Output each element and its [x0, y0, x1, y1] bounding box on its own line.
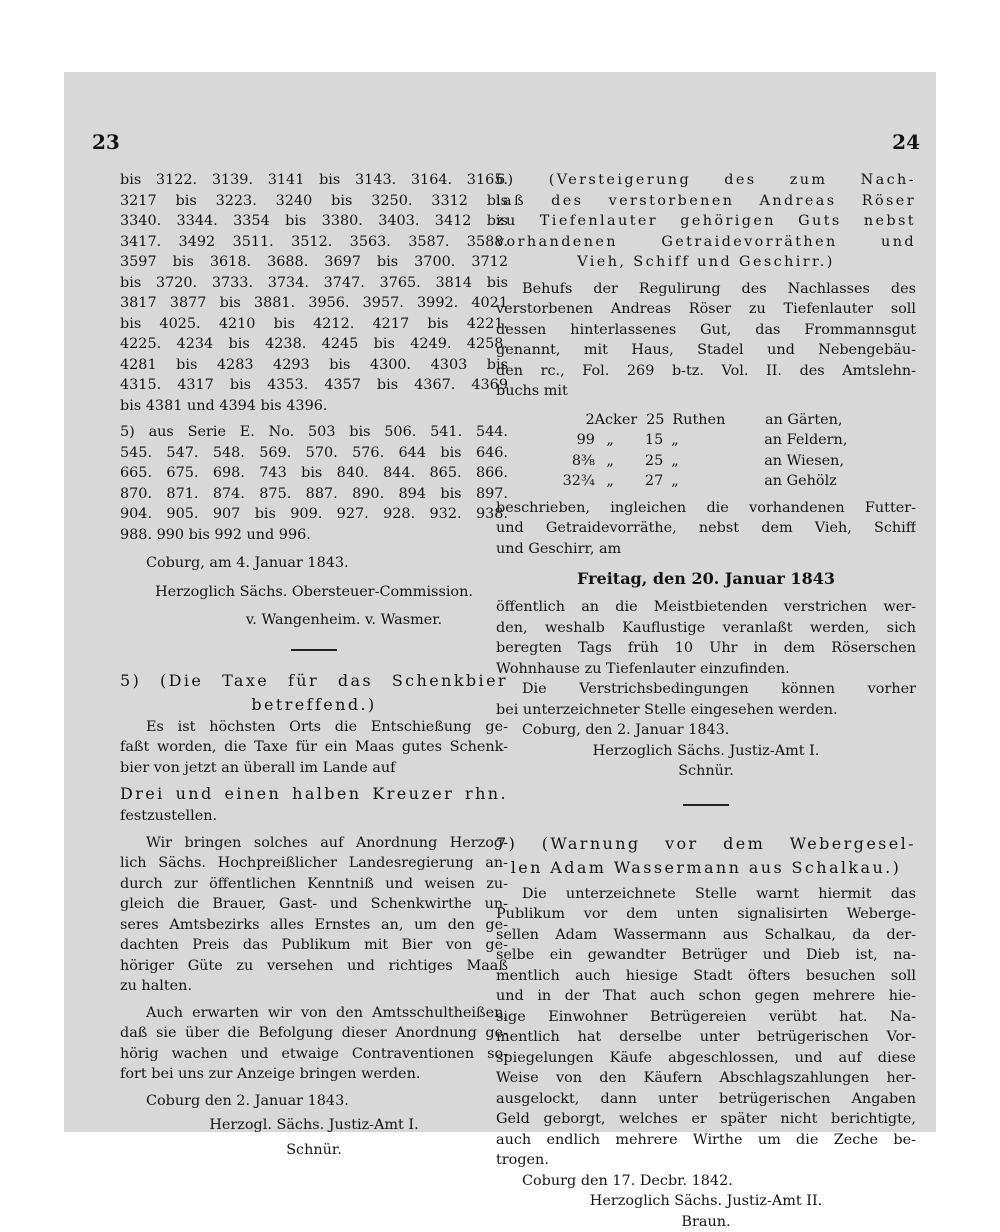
paragraph-line: Behufs der Regulirung des Nachlasses des: [496, 279, 916, 300]
paragraph-line: lich Sächs. Hochpreißlicher Landesregierung an-: [120, 853, 508, 874]
paragraph-line: buchs mit: [496, 381, 916, 402]
paragraph-line: mentlich hat derselbe unter betrügerischen Vor-: [496, 1027, 916, 1048]
date-line: Coburg, den 2. Januar 1843.: [496, 720, 916, 741]
paragraph-line: Die unterzeichnete Stelle warnt hiermit das: [496, 884, 916, 905]
paragraph-line: und Geschirr, am: [496, 539, 916, 560]
signature-line: Schnür.: [496, 761, 916, 782]
number-line: 3217 bis 3223. 3240 bis 3250. 3312 bis: [120, 191, 508, 212]
paragraph-line: auch endlich mehrere Wirthe um die Zeche be-: [496, 1130, 916, 1151]
paragraph-line: beregten Tags früh 10 Uhr in dem Röserschen: [496, 638, 916, 659]
paragraph-line: Wir bringen solches auf Anordnung Herzog-: [120, 833, 508, 854]
notice-title: 5) (Die Taxe für das Schenkbier: [120, 669, 508, 693]
acreage-unit: „: [595, 471, 625, 492]
number-list: [120, 170, 508, 416]
paragraph-line: hörig wachen und etwaige Contraventionen so-: [120, 1044, 508, 1065]
right-column: [496, 170, 916, 1232]
signature-line: Schnür.: [120, 1140, 508, 1161]
paragraph-line: sige Einwohner Betrügereien verübt hat. Na-: [496, 1007, 916, 1028]
paragraph-line: genannt, mit Haus, Stadel und Nebengebäu-: [496, 340, 916, 361]
acreage-unit: Acker: [595, 410, 627, 431]
paragraph-line: Die Verstrichsbedingungen können vorher: [496, 679, 916, 700]
paragraph-line: und Getraidevorräthe, nebst dem Vieh, Schiff: [496, 518, 916, 539]
serie-line: 665. 675. 698. 743 bis 840. 844. 865. 866.: [120, 463, 508, 484]
paragraph-line: trogen.: [496, 1150, 916, 1171]
acreage-unit2: Ruthen: [664, 410, 765, 431]
signature-line: v. Wangenheim. v. Wasmer.: [120, 610, 508, 631]
notice-title: len Adam Wassermann aus Schalkau.): [496, 856, 916, 880]
paragraph-line: seres Amtsbezirks alles Ernstes an, um den ge-: [120, 915, 508, 936]
authority-line: Herzogl. Sächs. Justiz-Amt I.: [120, 1115, 508, 1136]
serie-line: 5) aus Serie E. No. 503 bis 506. 541. 544.: [120, 422, 508, 443]
number-line: 4315. 4317 bis 4353. 4357 bis 4367. 4369: [120, 375, 508, 396]
acreage-unit2: „: [663, 451, 764, 472]
paragraph-line: höriger Güte zu versehen und richtiges Maaß: [120, 956, 508, 977]
number-line: bis 4381 und 4394 bis 4396.: [120, 396, 508, 417]
acreage-sub: 27: [625, 471, 663, 492]
paragraph-line: Publikum vor dem unten signalisirten Weberge-: [496, 904, 916, 925]
acreage-use: an Gärten,: [765, 410, 916, 431]
acreage-unit: „: [595, 430, 625, 451]
number-line: 3597 bis 3618. 3688. 3697 bis 3700. 3712: [120, 252, 508, 273]
number-line: bis 4025. 4210 bis 4212. 4217 bis 4221.: [120, 314, 508, 335]
date-line: Coburg, am 4. Januar 1843.: [120, 553, 508, 574]
emphasized-line: Drei und einen halben Kreuzer rhn.: [120, 782, 508, 806]
authority-line: Herzoglich Sächs. Obersteuer-Commission.: [120, 582, 508, 603]
paragraph-line: Weise von den Käufern Abschlagszahlungen her-: [496, 1068, 916, 1089]
paragraph-line: dachten Preis das Publikum mit Bier von ge-: [120, 935, 508, 956]
paragraph-line: spiegelungen Käufe abgeschlossen, und auf diese: [496, 1048, 916, 1069]
acreage-unit: „: [595, 451, 625, 472]
acreage-num: 8⅜: [538, 451, 595, 472]
acreage-use: an Feldern,: [764, 430, 916, 451]
acreage-unit2: „: [663, 471, 764, 492]
paragraph-line: Auch erwarten wir von den Amtsschultheißen,: [120, 1003, 508, 1024]
paragraph-line: festzustellen.: [120, 806, 508, 827]
serie-line: 988. 990 bis 992 und 996.: [120, 525, 508, 546]
notice-title: 7) (Warnung vor dem Webergesel-: [496, 832, 916, 856]
paragraph-line: fort bei uns zur Anzeige bringen werden.: [120, 1064, 508, 1085]
number-line: 3417. 3492 3511. 3512. 3563. 3587. 3588.: [120, 232, 508, 253]
serie-line: 870. 871. 874. 875. 887. 890. 894 bis 897.: [120, 484, 508, 505]
acreage-sub: 25: [627, 410, 665, 431]
notice-title: vorhandenen Getraidevorräthen und: [496, 232, 916, 253]
acreage-use: an Gehölz: [764, 471, 916, 492]
number-line: 3817 3877 bis 3881. 3956. 3957. 3992. 4021: [120, 293, 508, 314]
authority-line: Herzoglich Sächs. Justiz-Amt II.: [496, 1191, 916, 1212]
left-column: [120, 170, 508, 1160]
acreage-row: [496, 451, 916, 472]
page-number-right: 24: [892, 130, 920, 154]
notice-title: 6) (Versteigerung des zum Nach-: [496, 170, 916, 191]
paragraph-line: den, weshalb Kauflustige veranlaßt werden, sich: [496, 618, 916, 639]
number-line: bis 3720. 3733. 3734. 3747. 3765. 3814 bis: [120, 273, 508, 294]
notice-title: betreffend.): [120, 693, 508, 717]
acreage-sub: 25: [625, 451, 663, 472]
section-divider: [683, 804, 729, 806]
paragraph-line: bei unterzeichneter Stelle eingesehen werden.: [496, 700, 916, 721]
date-line: Coburg den 17. Decbr. 1842.: [496, 1171, 916, 1192]
paragraph-line: beschrieben, ingleichen die vorhandenen Futter-: [496, 498, 916, 519]
serie-list: [120, 422, 508, 545]
acreage-unit2: „: [663, 430, 764, 451]
paragraph-line: Geld geborgt, welches er später nicht berichtigte,: [496, 1109, 916, 1130]
paragraph-line: durch zur öffentlichen Kenntniß und weisen zu-: [120, 874, 508, 895]
paragraph-line: daß sie über die Befolgung dieser Anordnung ge-: [120, 1023, 508, 1044]
paragraph-line: mentlich auch hiesige Stadt öfters besuchen soll: [496, 966, 916, 987]
acreage-num: 99: [538, 430, 595, 451]
paragraph-line: sellen Adam Wassermann aus Schalkau, da der-: [496, 925, 916, 946]
section-divider: [291, 649, 337, 651]
paragraph-line: bier von jetzt an überall im Lande auf: [120, 758, 508, 779]
number-line: 4225. 4234 bis 4238. 4245 bis 4249. 4258.: [120, 334, 508, 355]
acreage-num: 2: [538, 410, 595, 431]
paragraph-line: verstorbenen Andreas Röser zu Tiefenlauter soll: [496, 299, 916, 320]
signature-line: Braun.: [496, 1212, 916, 1232]
serie-line: 904. 905. 907 bis 909. 927. 928. 932. 938.: [120, 504, 508, 525]
paragraph-line: zu halten.: [120, 976, 508, 997]
acreage-row: [496, 410, 916, 431]
acreage-use: an Wiesen,: [764, 451, 916, 472]
paragraph-line: und in der That auch schon gegen mehrere hie-: [496, 986, 916, 1007]
number-line: 4281 bis 4283 4293 bis 4300. 4303 bis: [120, 355, 508, 376]
number-line: 3340. 3344. 3354 bis 3380. 3403. 3412 bis: [120, 211, 508, 232]
paragraph-line: Es ist höchsten Orts die Entschießung ge-: [120, 717, 508, 738]
paragraph-line: faßt worden, die Taxe für ein Maas gutes Schenk-: [120, 737, 508, 758]
paragraph-line: den rc., Fol. 269 b-tz. Vol. II. des Amtslehn-: [496, 361, 916, 382]
acreage-sub: 15: [625, 430, 663, 451]
paragraph-line: Wohnhause zu Tiefenlauter einzufinden.: [496, 659, 916, 680]
acreage-row: [496, 430, 916, 451]
serie-line: 545. 547. 548. 569. 570. 576. 644 bis 646.: [120, 443, 508, 464]
paragraph-line: öffentlich an die Meistbietenden verstrichen wer-: [496, 597, 916, 618]
acreage-num: 32¾: [538, 471, 595, 492]
date-line: Coburg den 2. Januar 1843.: [120, 1091, 508, 1112]
notice-title: laß des verstorbenen Andreas Röser: [496, 191, 916, 212]
acreage-table: [496, 410, 916, 492]
page-number-left: 23: [92, 130, 120, 154]
notice-title: Vieh, Schiff und Geschirr.): [496, 252, 916, 273]
notice-title: zu Tiefenlauter gehörigen Guts nebst: [496, 211, 916, 232]
auction-date: Freitag, den 20. Januar 1843: [496, 567, 916, 591]
acreage-row: [496, 471, 916, 492]
authority-line: Herzoglich Sächs. Justiz-Amt I.: [496, 741, 916, 762]
paragraph-line: selbe ein gewandter Betrüger und Dieb ist, na-: [496, 945, 916, 966]
number-line: bis 3122. 3139. 3141 bis 3143. 3164. 3165.: [120, 170, 508, 191]
paragraph-line: dessen hinterlassenes Gut, das Frommannsgut: [496, 320, 916, 341]
paragraph-line: gleich die Brauer, Gast- und Schenkwirthe un-: [120, 894, 508, 915]
scanned-page: [64, 72, 936, 1132]
paragraph-line: ausgelockt, dann unter betrügerischen Angaben: [496, 1089, 916, 1110]
